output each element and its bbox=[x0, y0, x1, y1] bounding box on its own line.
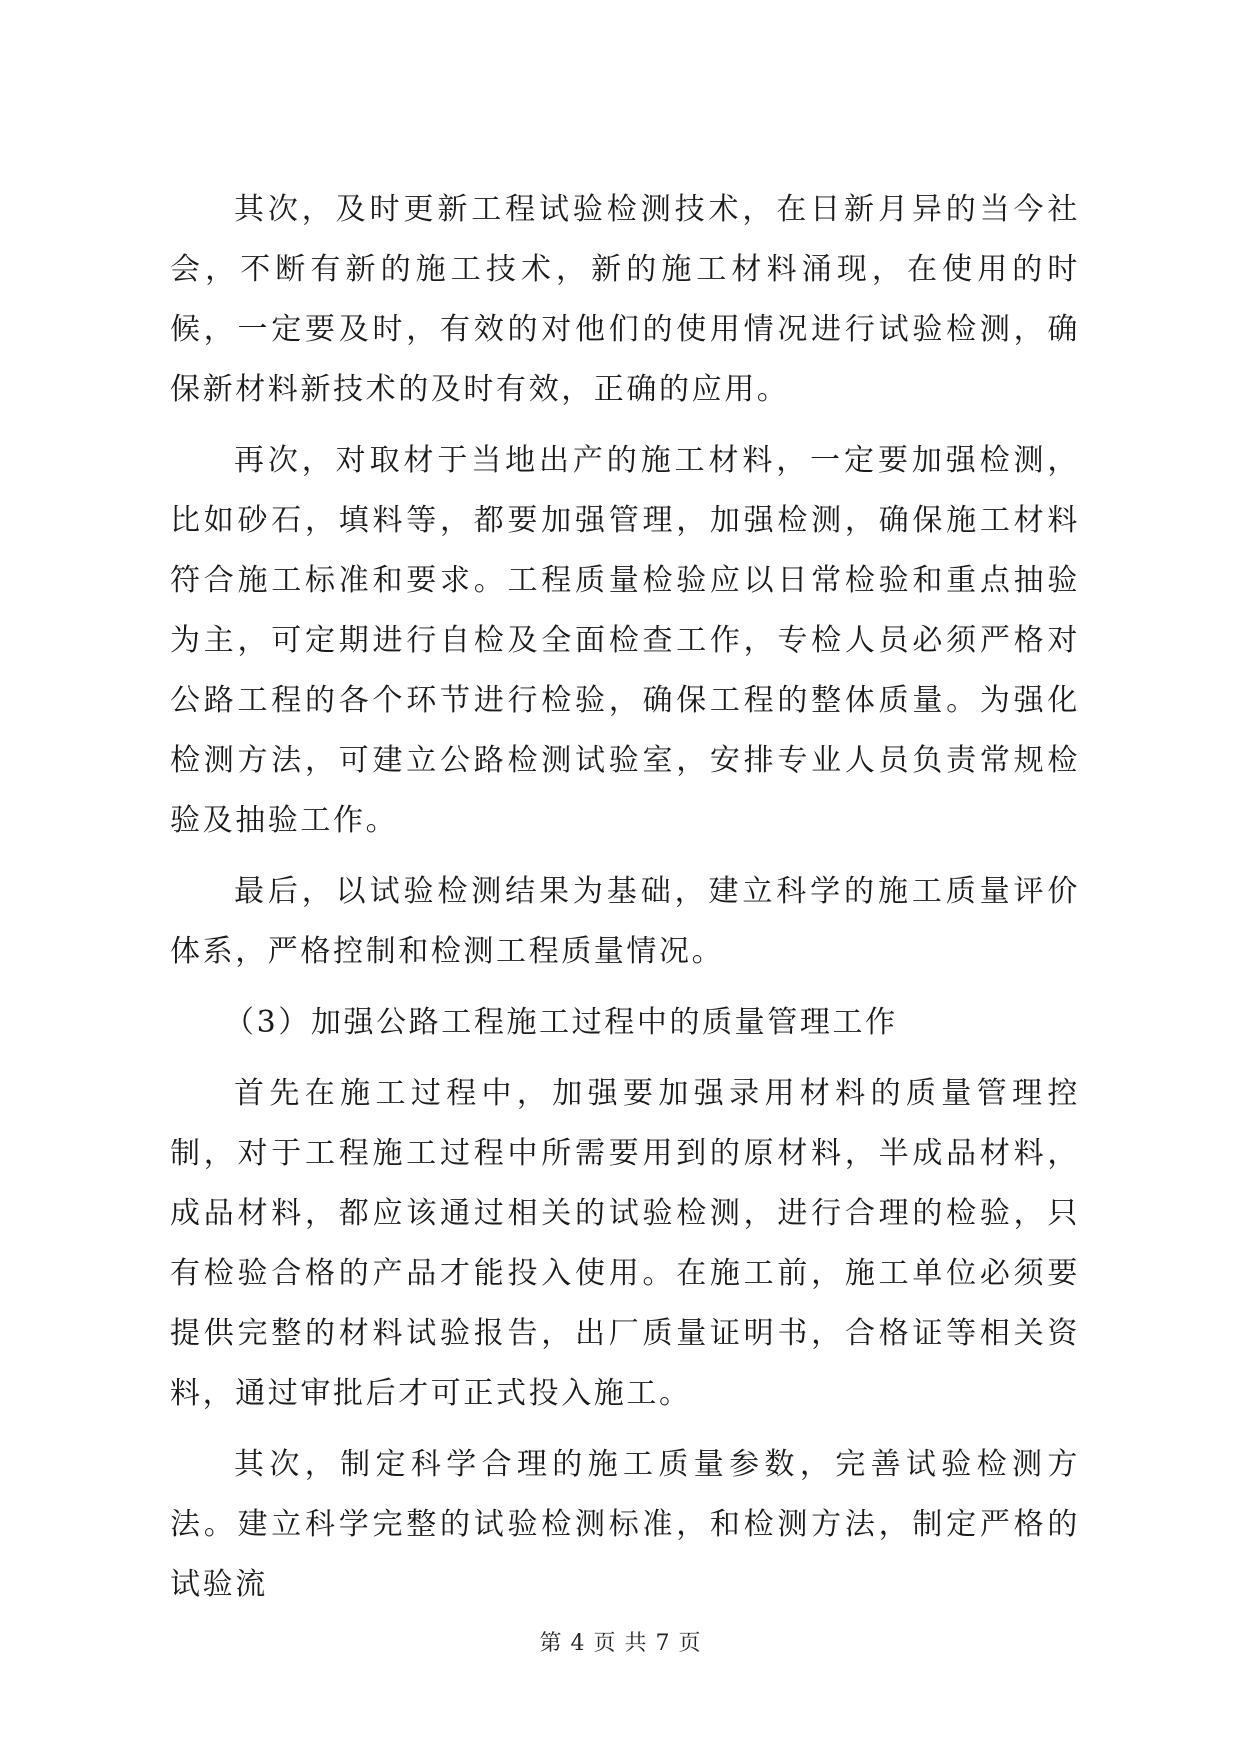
paragraph-update-testing-technology: 其次，及时更新工程试验检测技术，在日新月异的当今社会，不断有新的施工技术，新的施工材料涌现，在使用的时候，一定要及时，有效的对他们的使用情况进行试验检测，确保新材料新技术的及时有效，正确的应用。 bbox=[170, 192, 1080, 407]
paragraph-quality-parameters: 其次，制定科学合理的施工质量参数，完善试验检测方法。建立科学完整的试验检测标准，和检测方法，制定严格的试验流 bbox=[170, 1447, 1080, 1602]
section-heading-construction-quality-management: （3）加强公路工程施工过程中的质量管理工作 bbox=[224, 1005, 898, 1040]
paragraph-local-materials-testing: 再次，对取材于当地出产的施工材料，一定要加强检测，比如砂石，填料等，都要加强管理，加强检测，确保施工材料符合施工标准和要求。工程质量检验应以日常检验和重点抽验为主，可定期进行自检及全面检查工作，专检人员必须严格对公路工程的各个环节进行检验，确保工程的整体质量。为强化检测方法，可建立公路检测试验室，安排专业人员负责常规检验及抽验工作。 bbox=[170, 443, 1080, 838]
document-body bbox=[170, 180, 1080, 1626]
paragraph-quality-evaluation-system: 最后，以试验检测结果为基础，建立科学的施工质量评价体系，严格控制和检测工程质量情况。 bbox=[170, 874, 1080, 969]
paragraph-material-quality-control: 首先在施工过程中，加强要加强录用材料的质量管理控制，对于工程施工过程中所需要用到的原材料，半成品材料，成品材料，都应该通过相关的试验检测，进行合理的检验，只有检验合格的产品才能投入使用。在施工前，施工单位必须要提供完整的材料试验报告，出厂质量证明书，合格证等相关资料，通过审批后才可正式投入施工。 bbox=[170, 1076, 1080, 1411]
page-number-footer: 第 4 页 共 7 页 bbox=[539, 1631, 702, 1656]
